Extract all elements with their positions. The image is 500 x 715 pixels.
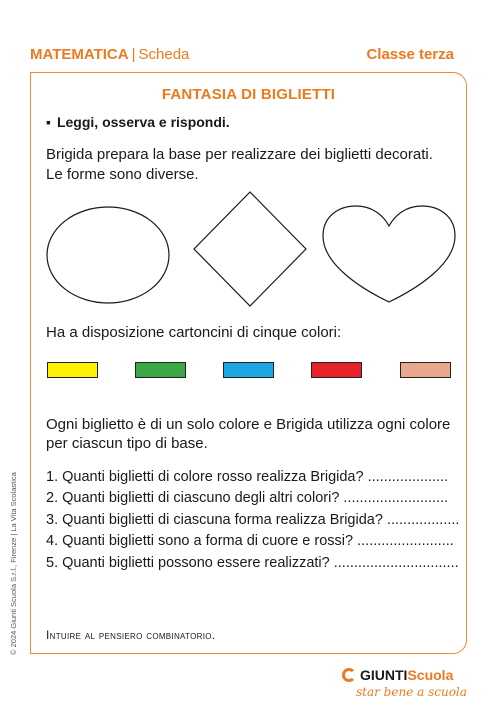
learning-objective: Intuire al pensiero combinatorio. [46,628,216,642]
oval-shape [47,207,169,303]
giunti-logo [342,667,472,707]
header-separator: | [131,46,136,63]
swatch-red [311,362,362,378]
heart-shape [323,206,455,302]
shapes-figure [0,0,500,320]
bullet-icon: ▪ [46,114,51,130]
question-1: 1. Quanti biglietti di colore rosso realizza Brigida? .................... [46,469,449,485]
logo-brand-main: GIUNTI [360,667,408,683]
question-4: 4. Quanti biglietti sono a forma di cuore e rossi? ........................ [46,533,454,549]
intro-line-1: Brigida prepara la base per realizzare dei biglietti decorati. [46,146,433,163]
swatch-blue [223,362,274,378]
swatch-pink [400,362,451,378]
grade-label: Classe terza [366,46,454,63]
question-2: 2. Quanti biglietti di ciascuno degli altri colori? .......................... [46,490,449,506]
logo-mark-icon [342,668,356,682]
subject-label: MATEMATICA [30,46,129,63]
logo-brand-accent: Scuola [407,667,454,683]
copyright-notice: © 2024 Giunti Scuola S.r.l., Firenze | La Vita Scolastica [9,472,18,655]
rhombus-shape [194,192,306,306]
question-3: 3. Quanti biglietti di ciascuna forma realizza Brigida? .................. [46,512,460,528]
rule-line-1: Ogni biglietto è di un solo colore e Brigida utilizza ogni colore [46,416,451,433]
instruction-text: Leggi, osserva e rispondi. [56,114,230,130]
swatch-green [135,362,186,378]
worksheet-title: FANTASIA DI BIGLIETTI [161,86,336,103]
swatch-yellow [47,362,98,378]
intro-line-2: Le forme sono diverse. [46,166,199,183]
colors-intro: Ha a disposizione cartoncini di cinque colori: [46,324,342,341]
logo-brand [360,667,453,683]
rule-line-2: per ciascun tipo di base. [46,435,208,452]
logo-slogan: star bene a scuola [356,685,467,699]
kind-label: Scheda [138,46,190,63]
question-5: 5. Quanti biglietti possono essere realizzati? ............................... [46,555,459,571]
